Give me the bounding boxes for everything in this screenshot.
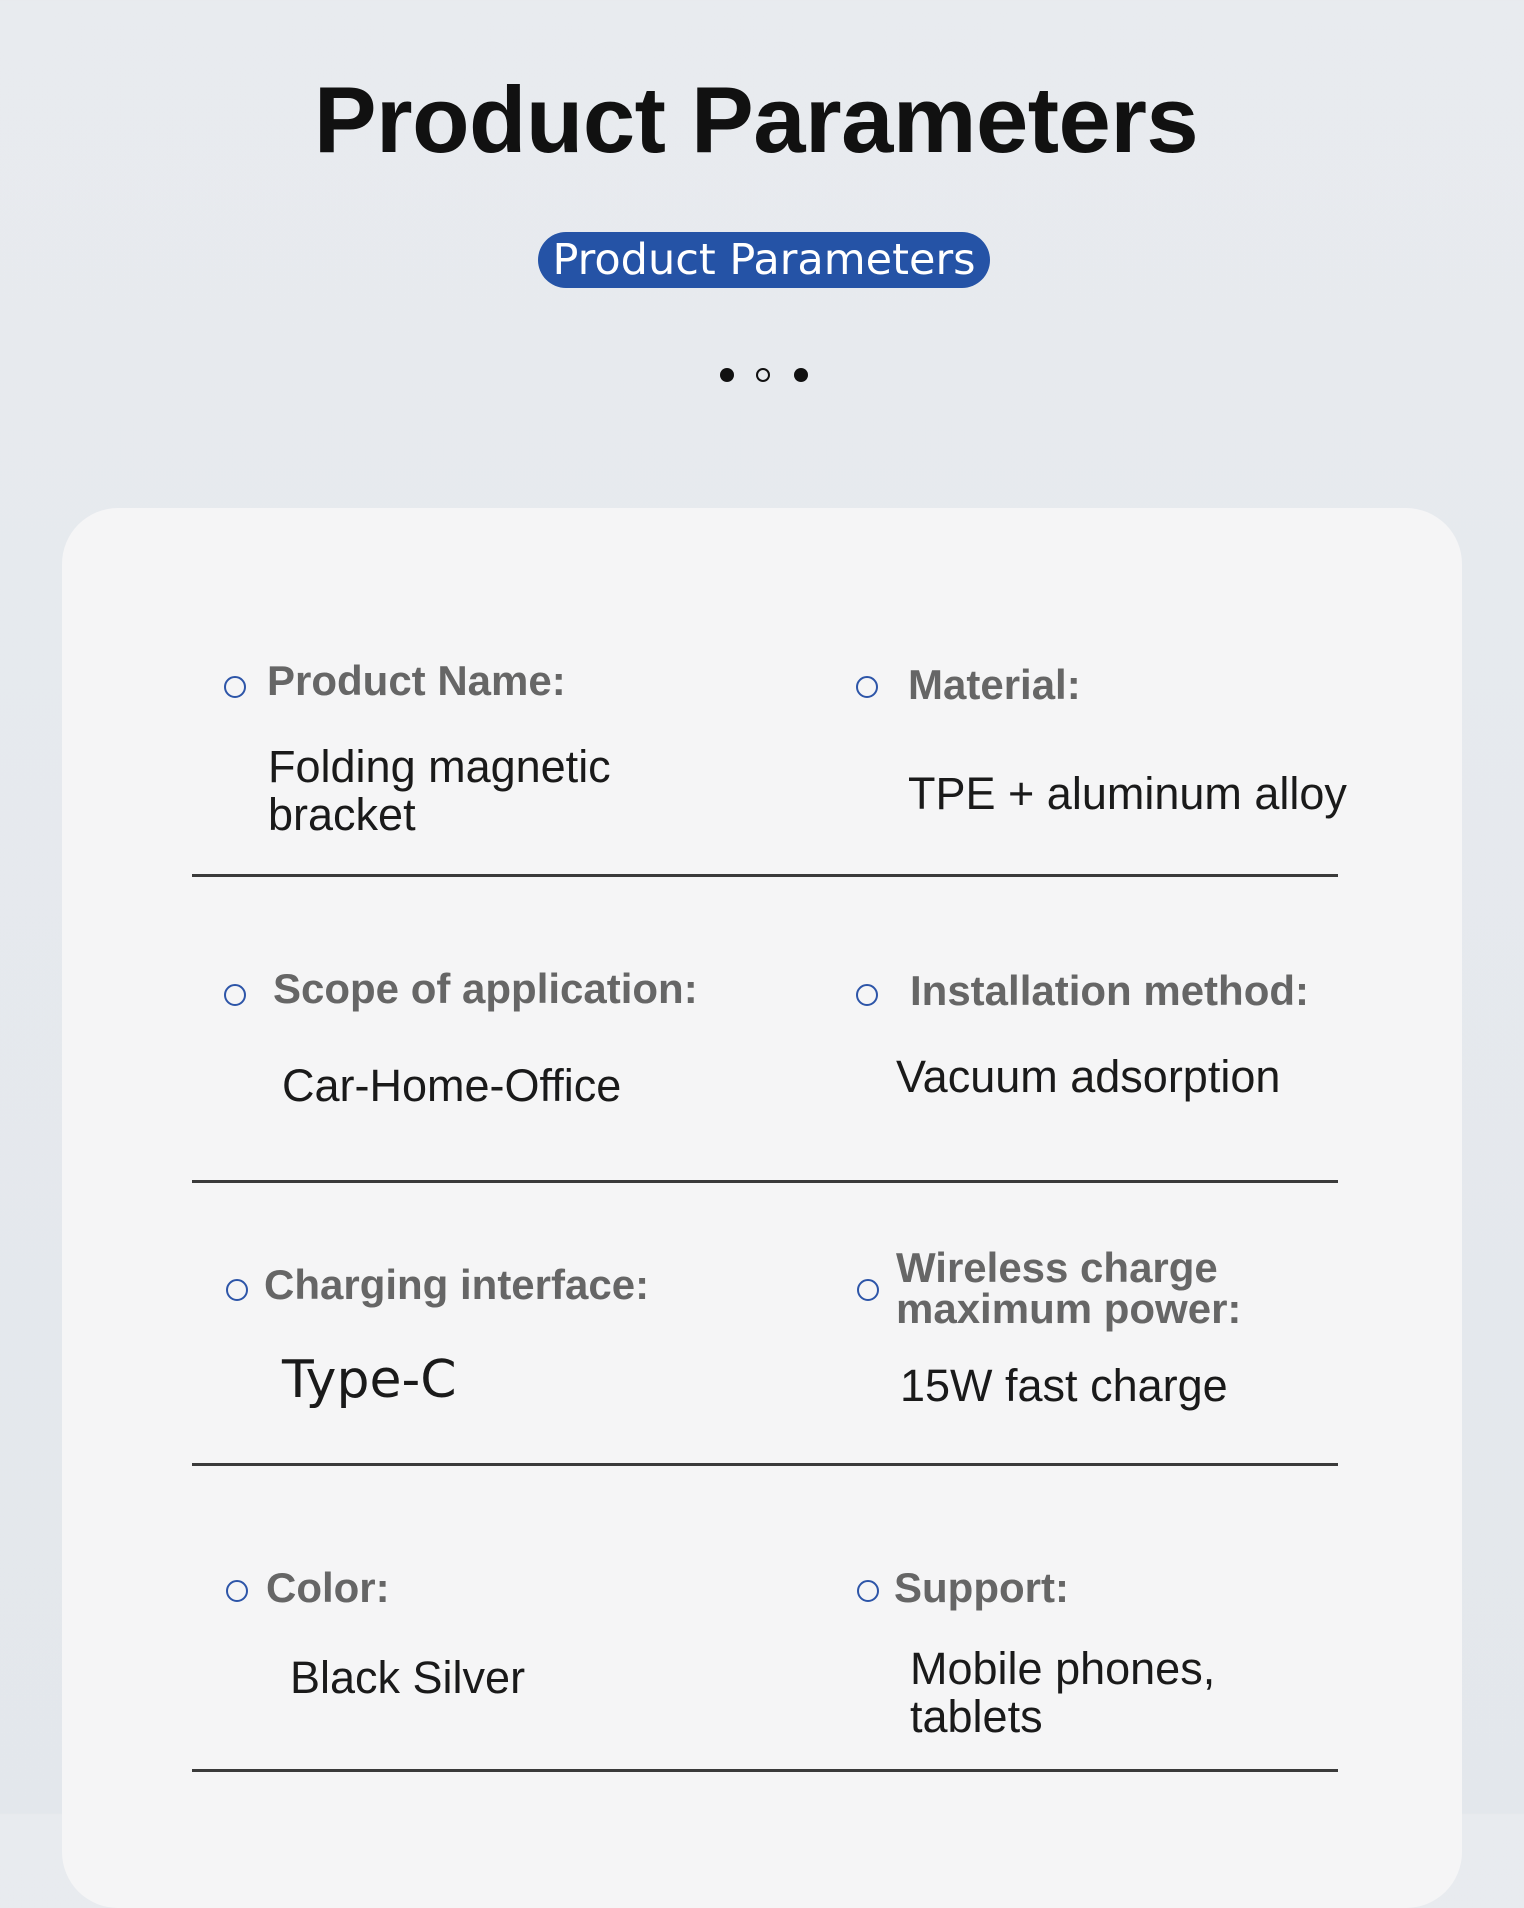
param-label: Charging interface: [264, 1261, 650, 1308]
param-value: Type-C [282, 1350, 457, 1410]
section-badge: Product Parameters [538, 232, 990, 288]
circle-bullet-icon [224, 984, 246, 1006]
param-label: Support: [894, 1564, 1069, 1611]
circle-bullet-icon [856, 676, 878, 698]
dot-indicator [794, 368, 808, 382]
param-label: Wireless charge maximum power: [896, 1244, 1242, 1332]
param-label: Color: [266, 1564, 390, 1611]
param-label: Scope of application: [273, 965, 698, 1012]
param-value: Mobile phones, tablets [910, 1643, 1216, 1742]
param-value: 15W fast charge [900, 1360, 1228, 1411]
dot-indicator [720, 368, 734, 382]
circle-bullet-icon [226, 1580, 248, 1602]
param-value: Black Silver [290, 1652, 526, 1703]
param-label: Product Name: [267, 657, 566, 704]
circle-bullet-icon [857, 1580, 879, 1602]
param-value: TPE + aluminum alloy [908, 768, 1347, 819]
divider [192, 1463, 1338, 1466]
circle-bullet-icon [857, 1279, 879, 1301]
param-label: Material: [908, 661, 1081, 708]
divider [192, 1769, 1338, 1772]
divider [192, 874, 1338, 877]
circle-bullet-icon [224, 676, 246, 698]
dot-indicator [756, 368, 770, 382]
divider [192, 1180, 1338, 1183]
circle-bullet-icon [856, 984, 878, 1006]
param-label: Installation method: [910, 967, 1309, 1014]
param-value: Car-Home-Office [282, 1060, 622, 1111]
circle-bullet-icon [226, 1279, 248, 1301]
page-title: Product Parameters [313, 67, 1199, 172]
param-value: Vacuum adsorption [896, 1051, 1281, 1102]
param-value: Folding magnetic bracket [268, 741, 611, 840]
